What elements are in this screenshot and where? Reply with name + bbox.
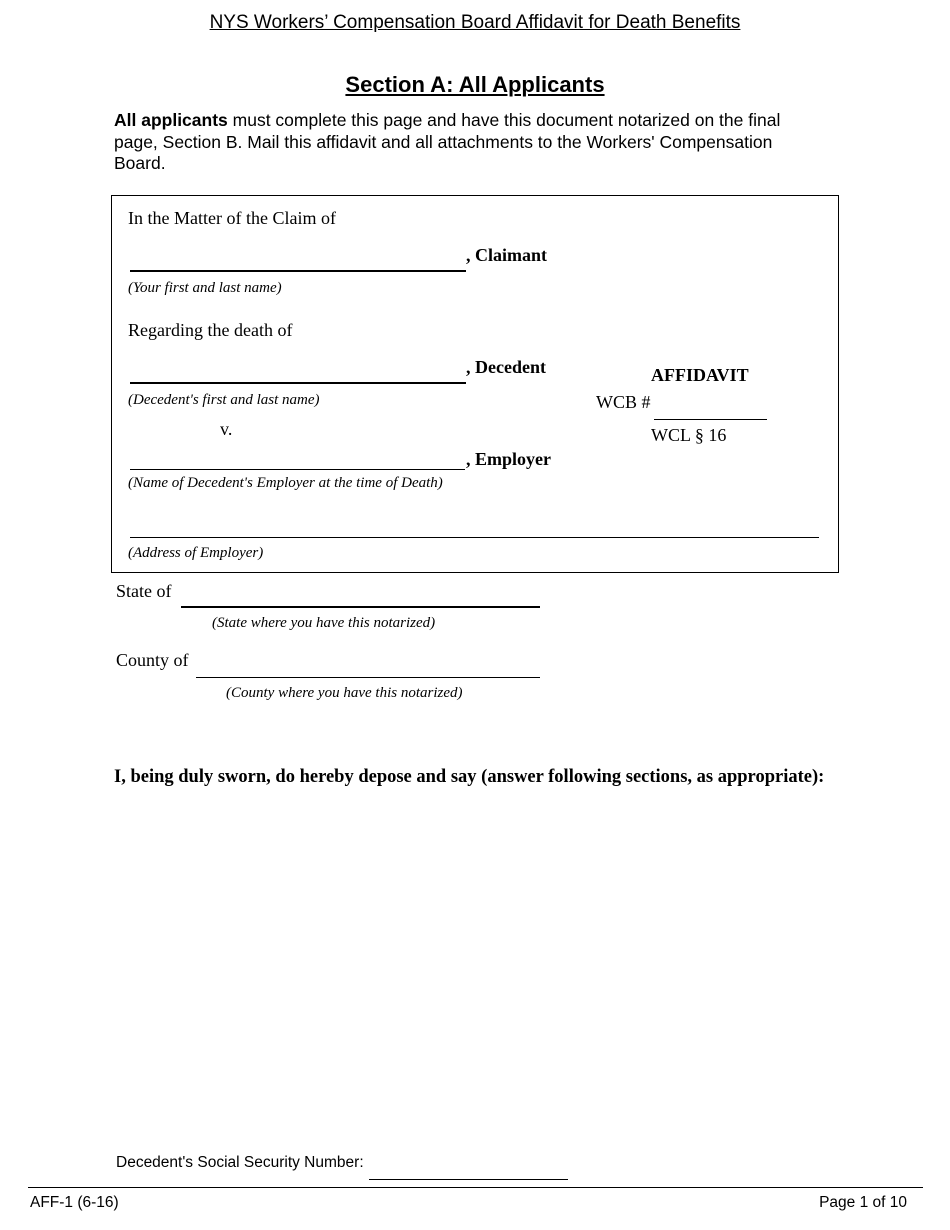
- claimant-name-input[interactable]: [130, 246, 464, 268]
- ssn-label: Decedent's Social Security Number:: [116, 1154, 364, 1171]
- decedent-hint: (Decedent's first and last name): [128, 392, 320, 408]
- section-title: Section A: All Applicants: [345, 72, 605, 97]
- claimant-suffix: , Claimant: [466, 245, 547, 265]
- employer-address-input[interactable]: [130, 514, 818, 536]
- employer-suffix: , Employer: [466, 449, 551, 469]
- depose-statement: I, being duly sworn, do hereby depose and say (answer following sections, as appropriate):: [114, 767, 825, 787]
- wcb-number-input[interactable]: [656, 396, 766, 418]
- affidavit-title: AFFIDAVIT: [651, 365, 749, 385]
- decedent-name-input[interactable]: [130, 358, 464, 380]
- county-label: County of: [116, 650, 189, 670]
- ssn-input[interactable]: [371, 1156, 566, 1178]
- county-input[interactable]: [198, 654, 538, 676]
- wcb-number-line: [654, 419, 767, 420]
- page-number: Page 1 of 10: [819, 1194, 907, 1211]
- death-label: Regarding the death of: [128, 320, 293, 340]
- employer-address-line: [130, 537, 819, 538]
- form-header-title: NYS Workers’ Compensation Board Affidavit for Death Benefits: [209, 12, 741, 33]
- intro-text: must complete this page and have this document notarized on the final page, Section B. Mail this affidavit and all attachments to the Workers' Compensation Board.: [114, 110, 781, 173]
- county-line: [196, 677, 540, 678]
- decedent-suffix: , Decedent: [466, 357, 546, 377]
- state-hint: (State where you have this notarized): [212, 615, 436, 631]
- address-hint: (Address of Employer): [128, 545, 264, 561]
- form-code: AFF-1 (6-16): [30, 1194, 119, 1211]
- claimant-name-line: [130, 270, 466, 272]
- employer-name-input[interactable]: [130, 446, 464, 468]
- intro-paragraph: [114, 110, 814, 175]
- claimant-hint: (Your first and last name): [128, 280, 282, 296]
- state-input[interactable]: [183, 583, 538, 605]
- versus-label: v.: [220, 419, 233, 439]
- matter-label: In the Matter of the Claim of: [128, 208, 336, 228]
- employer-hint: (Name of Decedent's Employer at the time of Death): [128, 475, 443, 491]
- wcl-label: WCL § 16: [651, 425, 727, 445]
- state-label: State of: [116, 581, 172, 601]
- decedent-name-line: [130, 382, 466, 384]
- footer-divider: [28, 1187, 923, 1188]
- wcb-label: WCB #: [596, 392, 651, 412]
- ssn-line: [369, 1179, 568, 1180]
- county-hint: (County where you have this notarized): [226, 685, 463, 701]
- intro-bold-lead: All applicants: [114, 110, 228, 130]
- employer-name-line: [130, 469, 465, 470]
- state-line: [181, 606, 540, 608]
